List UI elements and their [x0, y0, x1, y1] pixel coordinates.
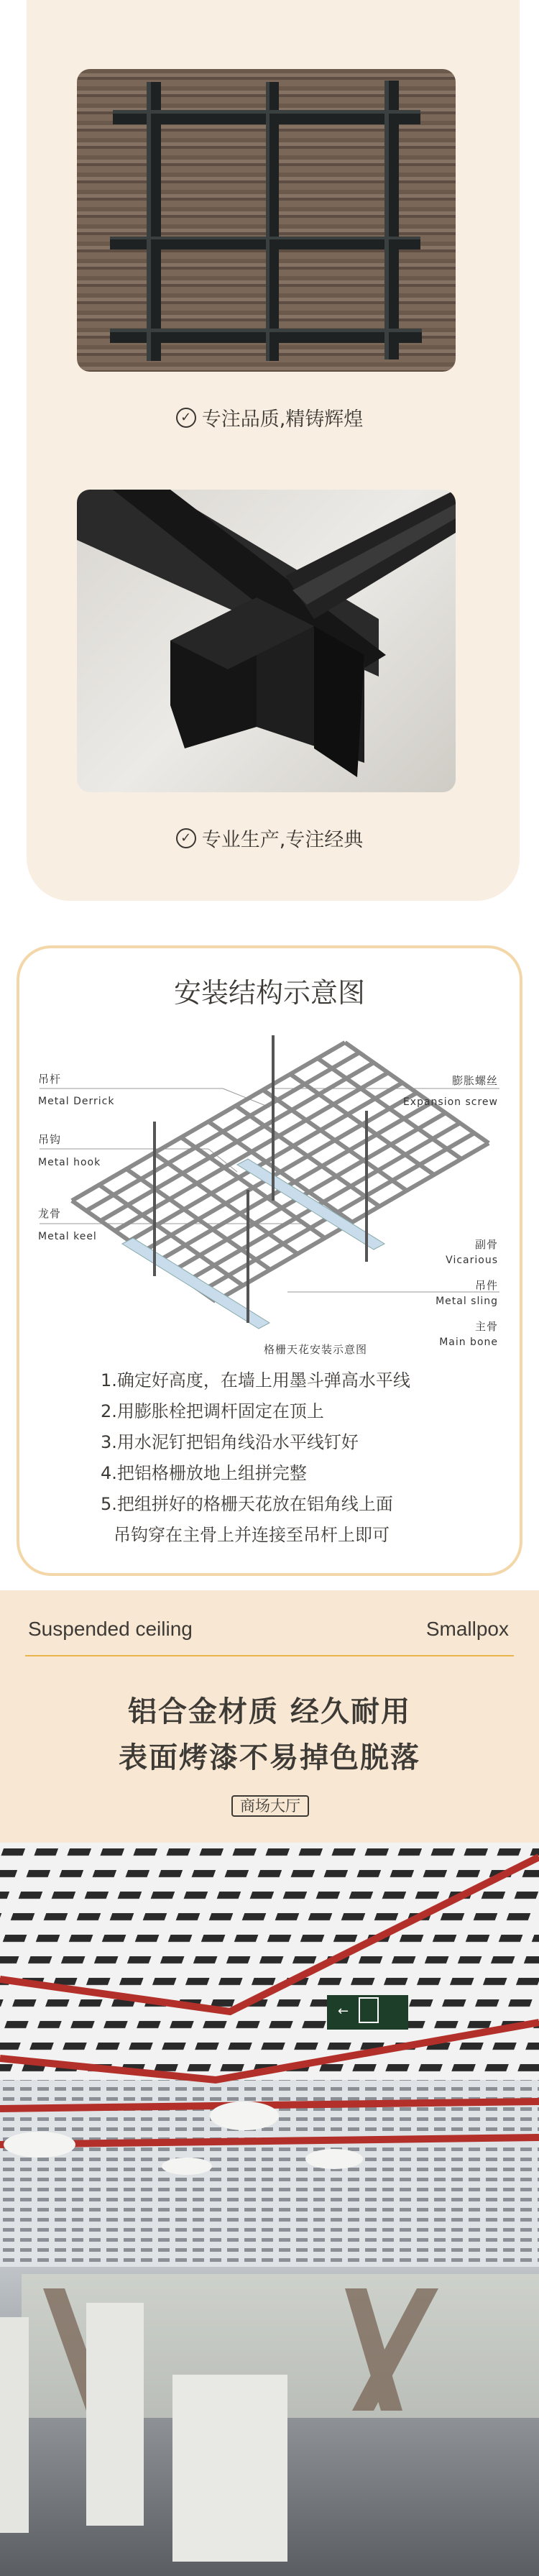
banner-headline-2: 表面烤漆不易掉色脱落 [119, 1741, 420, 1774]
install-step-1: 1.确定好高度，在墙上用墨斗弹高水平线 [101, 1370, 410, 1390]
label-vicarious-cn: 副骨 [474, 1238, 498, 1251]
label-mainbone-en: Main bone [439, 1337, 498, 1348]
grid-joint-closeup-photo [77, 490, 456, 792]
svg-text:←: ← [338, 2004, 349, 2019]
label-vicarious-en: Vicarious [446, 1255, 498, 1266]
label-mainbone-cn: 主骨 [474, 1320, 498, 1333]
label-hook-en: Metal hook [38, 1157, 101, 1168]
banner-divider [25, 1655, 514, 1656]
banner-right-text: Smallpox [425, 1618, 509, 1640]
label-keel-cn: 龙骨 [38, 1207, 62, 1220]
label-sling-en: Metal sling [436, 1296, 498, 1307]
label-screw-cn: 膨胀螺丝 [451, 1074, 498, 1087]
label-derrick-en: Metal Derrick [38, 1096, 115, 1107]
install-step-5: 5.把组拼好的格栅天花放在铝角线上面 [101, 1494, 393, 1514]
label-derrick-cn: 吊杆 [38, 1073, 62, 1086]
label-sling-cn: 吊件 [474, 1279, 498, 1292]
label-screw-en: Expansion screw [402, 1096, 498, 1108]
scene-tag: 商场大厅 [231, 1795, 309, 1817]
feature-caption-1: ✓ 专注品质,精铸辉煌 [0, 403, 539, 431]
label-keel-en: Metal keel [38, 1231, 97, 1242]
banner-headline-1: 铝合金材质 经久耐用 [128, 1695, 411, 1728]
feature-caption-2: ✓ 专业生产,专注经典 [0, 824, 539, 852]
install-step-2: 2.用膨胀栓把调杆固定在顶上 [101, 1401, 324, 1421]
ceiling-grid [72, 1042, 489, 1301]
black-grid-product-photo [77, 69, 456, 372]
check-circle-icon: ✓ [176, 408, 196, 428]
install-step-4: 4.把铝格栅放地上组拼完整 [101, 1463, 307, 1483]
install-step-3: 3.用水泥钉把铝角线沿水平线钉好 [101, 1432, 359, 1452]
check-circle-icon: ✓ [176, 828, 196, 848]
banner-left-text: Suspended ceiling [28, 1618, 193, 1640]
diagram-subtitle: 格栅天花安装示意图 [264, 1343, 368, 1356]
install-step-5-cont: 吊钩穿在主骨上并连接至吊杆上即可 [114, 1525, 390, 1545]
label-hook-cn: 吊钩 [38, 1133, 62, 1146]
diagram-title: 安装结构示意图 [173, 977, 365, 1009]
mall-hall-ceiling-photo [0, 1843, 539, 2576]
